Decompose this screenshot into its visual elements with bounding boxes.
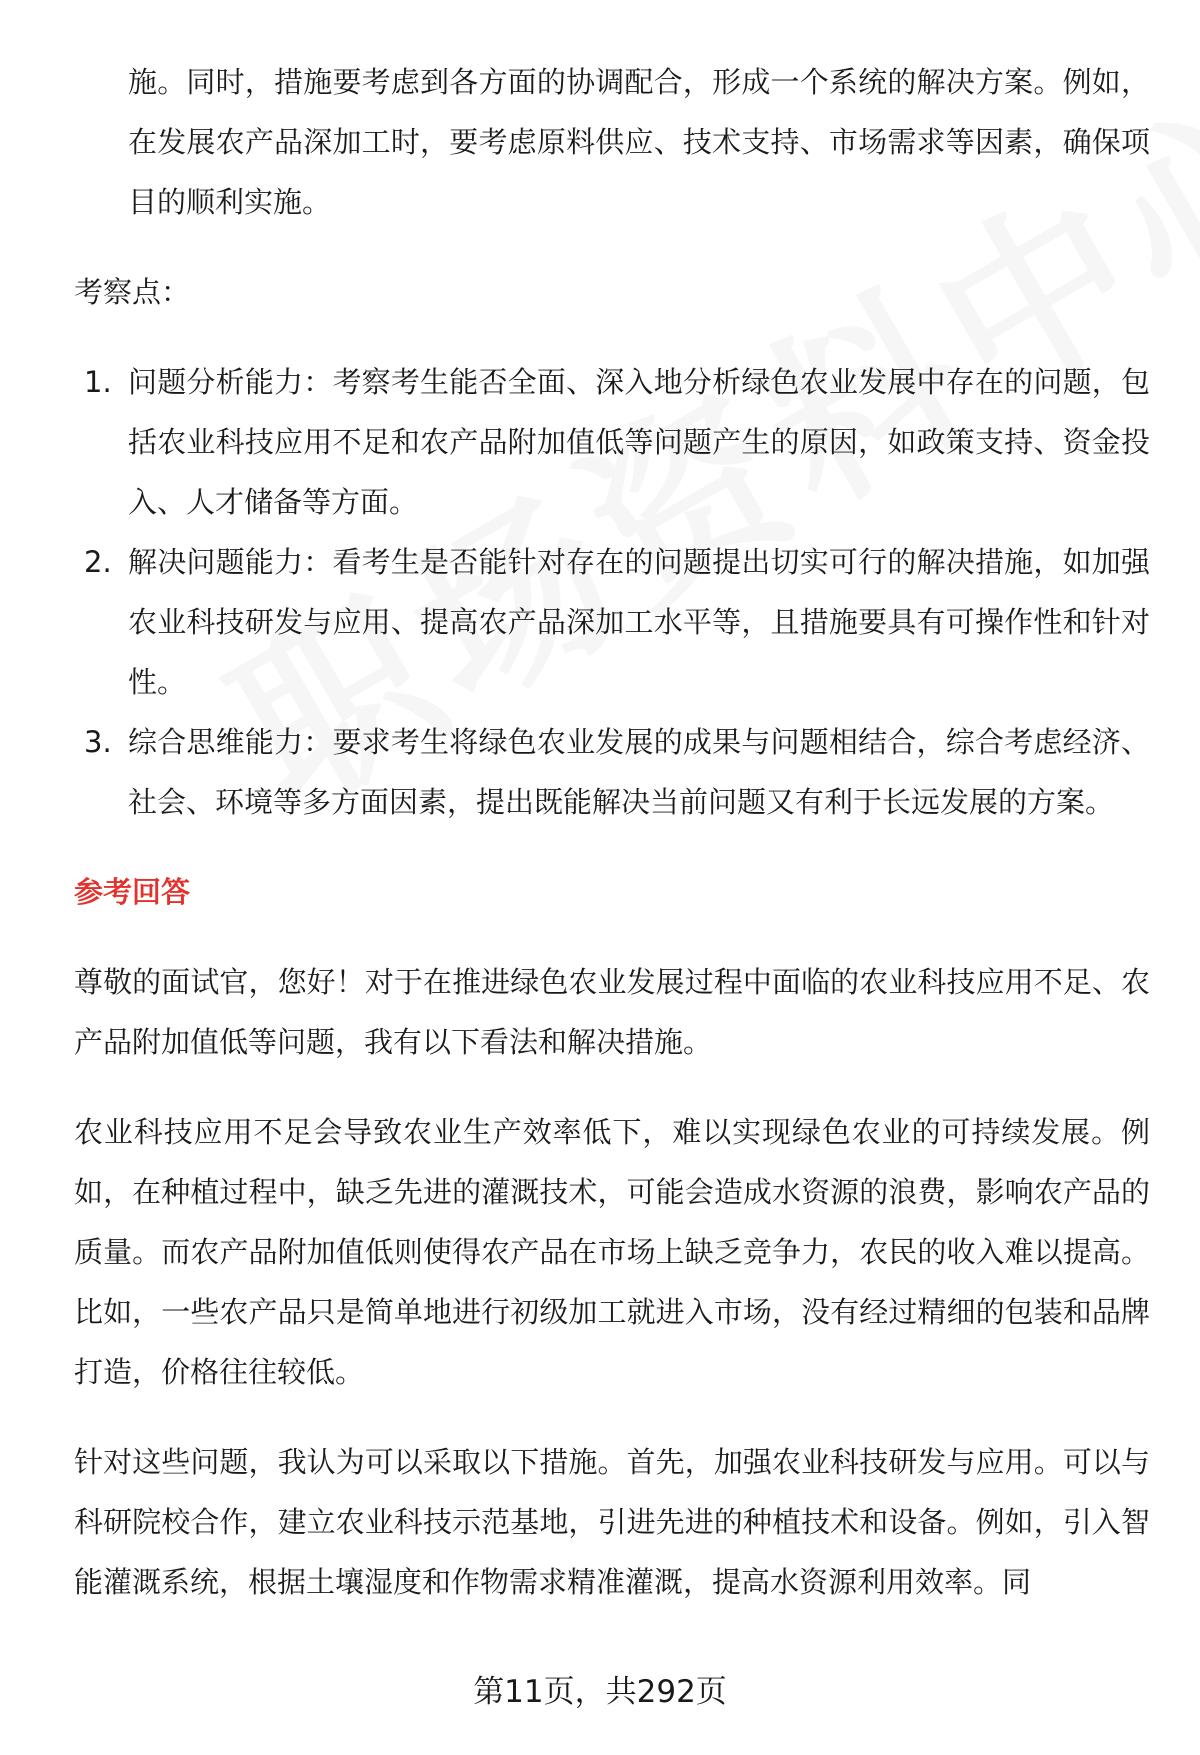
- list-item-number: 2.: [84, 545, 112, 579]
- list-item-text: 综合思维能力：要求考生将绿色农业发展的成果与问题相结合，综合考虑经济、社会、环境等多方面因素，提出既能解决当前问题又有利于长远发展的方案。: [128, 725, 1150, 819]
- carry-over-paragraph: 施。同时，措施要考虑到各方面的协调配合，形成一个系统的解决方案。例如，在发展农产品深加工时，要考虑原料供应、技术支持、市场需求等因素，确保项目的顺利实施。: [128, 65, 1150, 219]
- answer-paragraph: 尊敬的面试官，您好！对于在推进绿色农业发展过程中面临的农业科技应用不足、农产品附加值低等问题，我有以下看法和解决措施。: [74, 965, 1150, 1059]
- answer-paragraph: 针对这些问题，我认为可以采取以下措施。首先，加强农业科技研发与应用。可以与科研院校合作，建立农业科技示范基地，引进先进的种植技术和设备。例如，引入智能灌溉系统，根据土壤湿度和作物需求精准灌溉，提高水资源利用效率。同: [74, 1445, 1150, 1599]
- answer-title: 参考回答: [74, 875, 191, 909]
- list-item-number: 3.: [84, 725, 112, 759]
- key-points-list: [74, 352, 1150, 832]
- page-number-footer: 第11页，共292页: [473, 1674, 727, 1710]
- answer-paragraph: 农业科技应用不足会导致农业生产效率低下，难以实现绿色农业的可持续发展。例如，在种植过程中，缺乏先进的灌溉技术，可能会造成水资源的浪费，影响农产品的质量。而农产品附加值低则使得农产品在市场上缺乏竞争力，农民的收入难以提高。比如，一些农产品只是简单地进行初级加工就进入市场，没有经过精细的包装和品牌打造，价格往往较低。: [74, 1115, 1150, 1389]
- list-item-text: 问题分析能力：考察考生能否全面、深入地分析绿色农业发展中存在的问题，包括农业科技应用不足和农产品附加值低等问题产生的原因，如政策支持、资金投入、人才储备等方面。: [128, 365, 1150, 519]
- document-content: [74, 52, 1150, 1612]
- key-points-label: 考察点：: [74, 275, 191, 309]
- list-item-number: 1.: [84, 365, 112, 399]
- list-item: [74, 712, 1150, 832]
- list-item-text: 解决问题能力：看考生是否能针对存在的问题提出切实可行的解决措施，如加强农业科技研发与应用、提高农产品深加工水平等，且措施要具有可操作性和针对性。: [128, 545, 1150, 699]
- list-item: [74, 352, 1150, 532]
- list-item: [74, 532, 1150, 712]
